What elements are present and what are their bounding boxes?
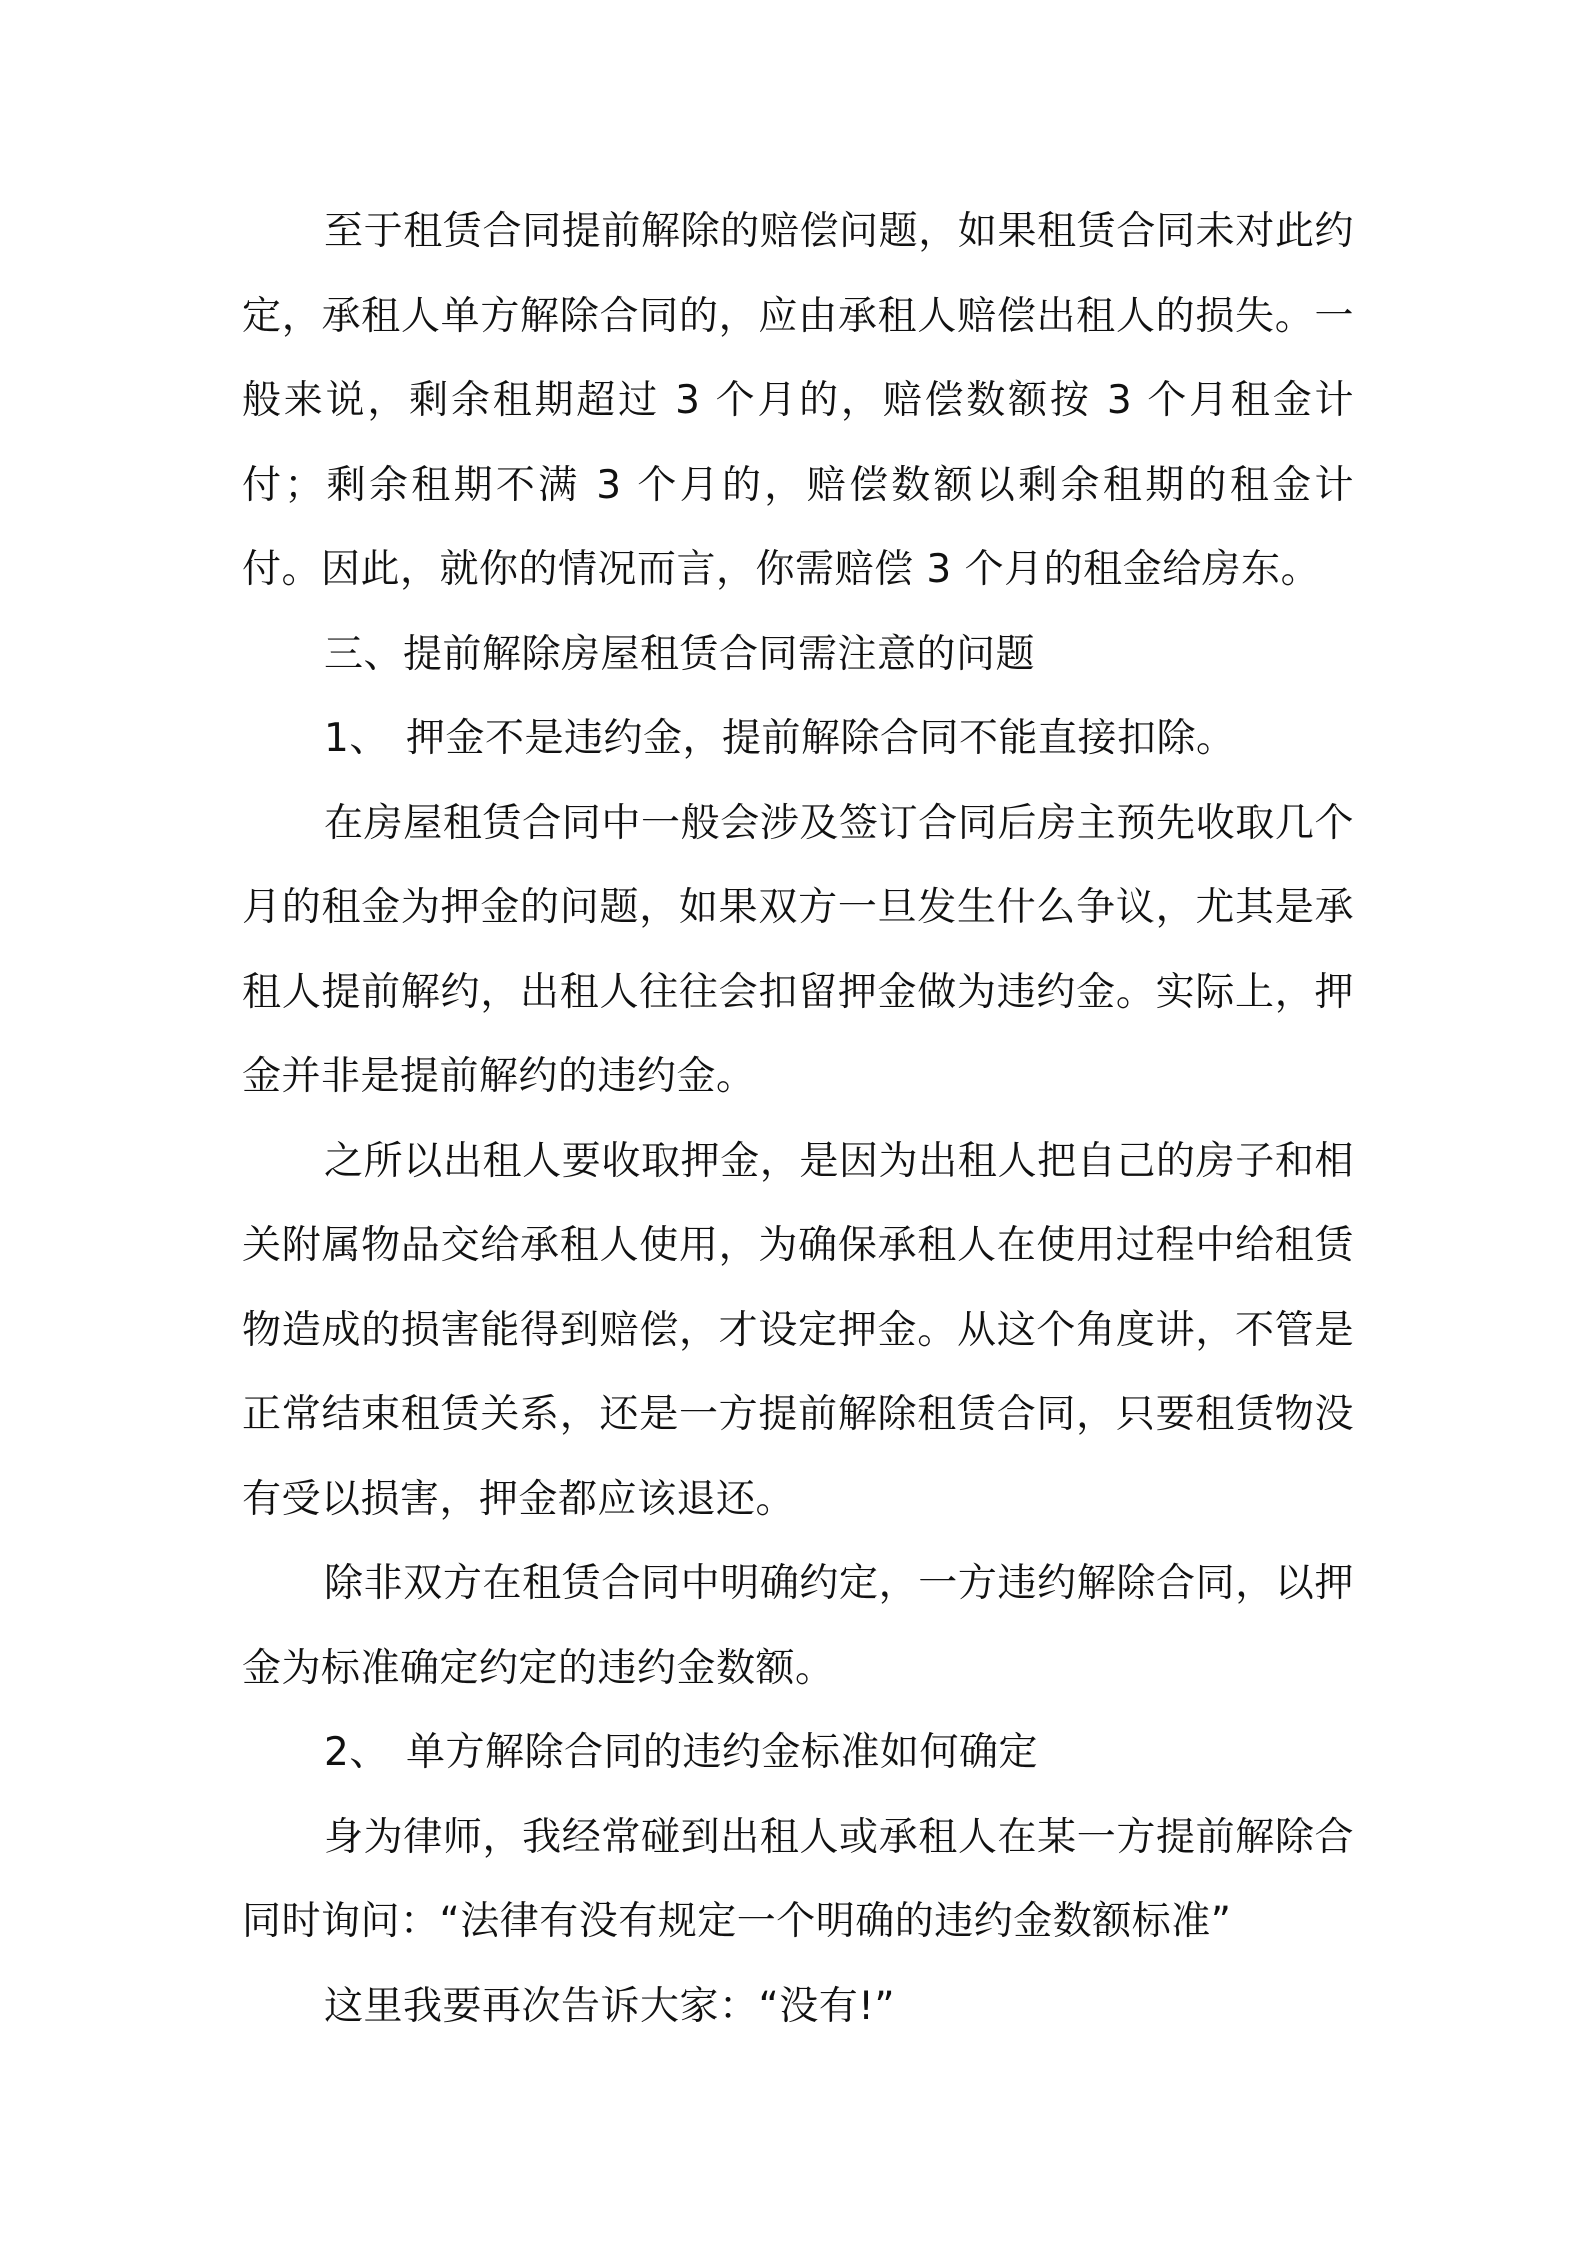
paragraph-compensation: 至于租赁合同提前解除的赔偿问题，如果租赁合同未对此约定，承租人单方解除合同的，应由承租人赔偿出租人的损失。一般来说，剩余租期超过 3 个月的，赔偿数额按 3 个月租金计付；剩余租期不满 3 个月的，赔偿数额以剩余租期的租金计付。因此，就你的情况而言，你需赔偿 3 个月的租金给房东。 [242, 209, 1354, 592]
item-number: 1、 [324, 716, 389, 761]
item-text: 押金不是违约金，提前解除合同不能直接扣除。 [406, 716, 1236, 761]
document-body [242, 190, 1354, 2049]
paragraph-deposit-purpose: 之所以出租人要收取押金，是因为出租人把自己的房子和相关附属物品交给承租人使用，为确保承租人在使用过程中给租赁物造成的损害能得到赔偿，才设定押金。从这个角度讲，不管是正常结束租赁关系，还是一方提前解除租赁合同，只要租赁物没有受以损害，押金都应该退还。 [242, 1138, 1354, 1522]
item-number: 2、 [324, 1730, 389, 1775]
section-heading: 三、提前解除房屋租赁合同需注意的问题 [324, 631, 1036, 677]
numbered-item-1 [242, 697, 1354, 782]
item-text: 单方解除合同的违约金标准如何确定 [406, 1730, 1039, 1775]
paragraph-lawyer-question: 身为律师，我经常碰到出租人或承租人在某一方提前解除合同时询问：“法律有没有规定一个明确的违约金数额标准” [242, 1814, 1354, 1944]
paragraph-deposit-issue: 在房屋租赁合同中一般会涉及签订合同后房主预先收取几个月的租金为押金的问题，如果双方一旦发生什么争议，尤其是承租人提前解约，出租人往往会扣留押金做为违约金。实际上，押金并非是提前解约的违约金。 [242, 800, 1354, 1099]
paragraph-answer: 这里我要再次告诉大家：“没有!” [324, 1983, 896, 2029]
numbered-item-2 [242, 1711, 1354, 1796]
paragraph-exception: 除非双方在租赁合同中明确约定，一方违约解除合同，以押金为标准确定约定的违约金数额。 [242, 1561, 1354, 1691]
